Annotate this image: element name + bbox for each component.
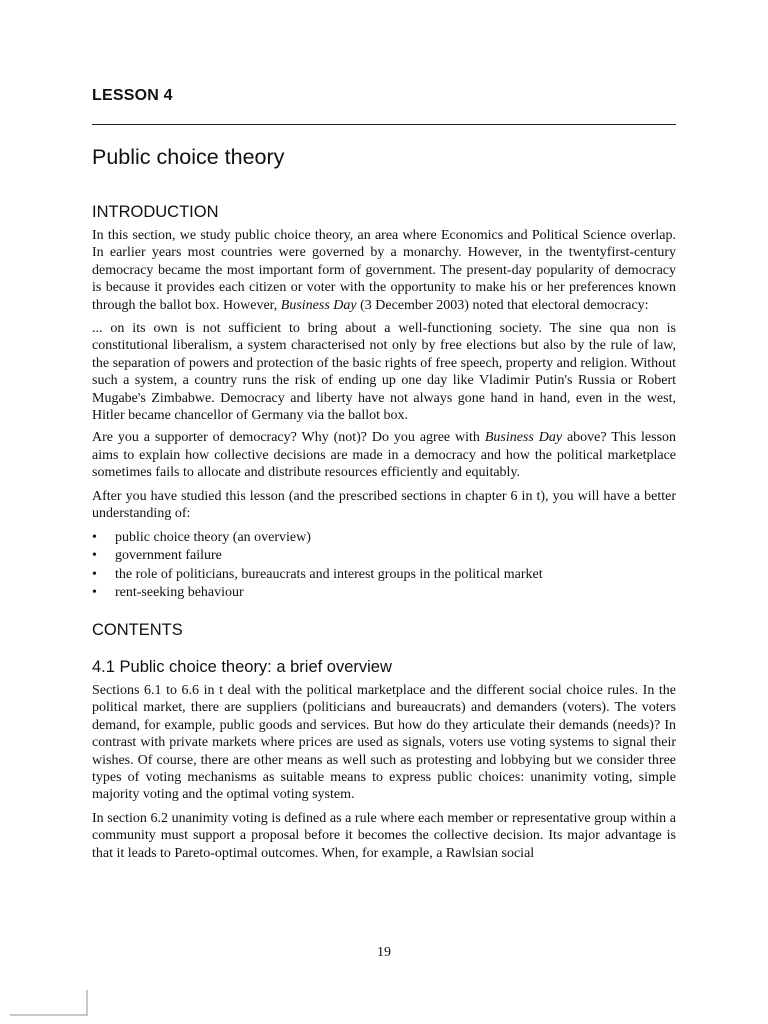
section-4-1-paragraph-2: In section 6.2 unanimity voting is defined as a rule where each member or representative group within a community must support a proposal before it becomes the collective decision. Its major advantage is that it leads to Pareto-optimal outcomes. When, for example, a Rawlsian social [92, 810, 676, 861]
list-item [92, 547, 676, 566]
lesson-label: LESSON 4 [92, 87, 173, 104]
page-number: 19 [377, 945, 391, 960]
intro-para2-text-b: above? This lesson aims to explain how collective decisions are made in a democracy and how the political marketplace sometimes fails to allocate and distribute resources efficiently and equitably. [92, 430, 677, 481]
list-item-text: rent-seeking behaviour [115, 585, 244, 601]
business-day-quote: ... on its own is not sufficient to bring about a well-functioning society. The sine qua non is constitutional liberalism, a system characterised not only by free elections but also by the rule of law, the separation of powers and protection of the basic rights of free speech, property and religion. Without such a system, a country runs the risk of ending up one day like Vladimir Putin's Russia or Robert Mugabe's Zimbabwe. Democracy and liberty have not always gone hand in hand, even in the west, Hitler became chancellor of Germany via the ballot box. [92, 321, 676, 424]
intro-para1-text-b: (3 December 2003) noted that electoral democracy: [356, 297, 649, 313]
learning-outcomes-list [92, 529, 676, 603]
header-rule [92, 124, 676, 125]
section-4-1-paragraph-1: Sections 6.1 to 6.6 in t deal with the political marketplace and the different social choice rules. In the political market, there are suppliers (politicians and bureaucrats) and demanders (voters). The voters demand, for example, public goods and services. But how do they articulate their demands (needs)? In contrast with private markets where prices are used as signals, voters use voting systems to signal their wishes. Of course, there are other means as well such as protesting and lobbying but we consider three types of voting mechanisms as suitable means to express public choices: unanimity voting, simple majority voting and the optimal voting system. [92, 682, 676, 803]
list-item [92, 529, 676, 548]
bullet-icon: • [92, 529, 97, 545]
introduction-paragraph-1 [92, 227, 676, 314]
list-item [92, 566, 676, 585]
body-content [92, 203, 676, 868]
page-title: Public choice theory [92, 145, 285, 169]
list-item [92, 584, 676, 603]
bullet-icon: • [92, 585, 97, 601]
intro-para1-publication: Business Day [280, 297, 357, 313]
introduction-paragraph-3: After you have studied this lesson (and the prescribed sections in chapter 6 in t), you will have a better understanding of: [92, 488, 676, 522]
introduction-paragraph-2 [92, 429, 676, 481]
page-corner-mark [10, 990, 88, 1016]
list-item-text: the role of politicians, bureaucrats and interest groups in the political market [115, 566, 543, 582]
bullet-icon: • [92, 548, 97, 564]
list-item-text: public choice theory (an overview) [115, 529, 311, 545]
bullet-icon: • [92, 566, 97, 582]
intro-para2-publication: Business Day [484, 430, 563, 446]
list-item-text: government failure [115, 548, 222, 564]
intro-para2-text-a: Are you a supporter of democracy? Why (not)? Do you agree with [92, 430, 485, 446]
intro-para1-text-a: In this section, we study public choice theory, an area where Economics and Political Science overlap. In earlier years most countries were governed by a monarchy. However, in the twentyfirst-century democracy became the most important form of government. The present-day popularity of democracy is because it provides each citizen or voter with the opportunity to make his or her preferences known through the ballot box. However, [92, 228, 676, 313]
section-4-1-heading: 4.1 Public choice theory: a brief overview [92, 657, 392, 676]
contents-heading: CONTENTS [92, 620, 183, 639]
introduction-heading: INTRODUCTION [92, 203, 219, 221]
